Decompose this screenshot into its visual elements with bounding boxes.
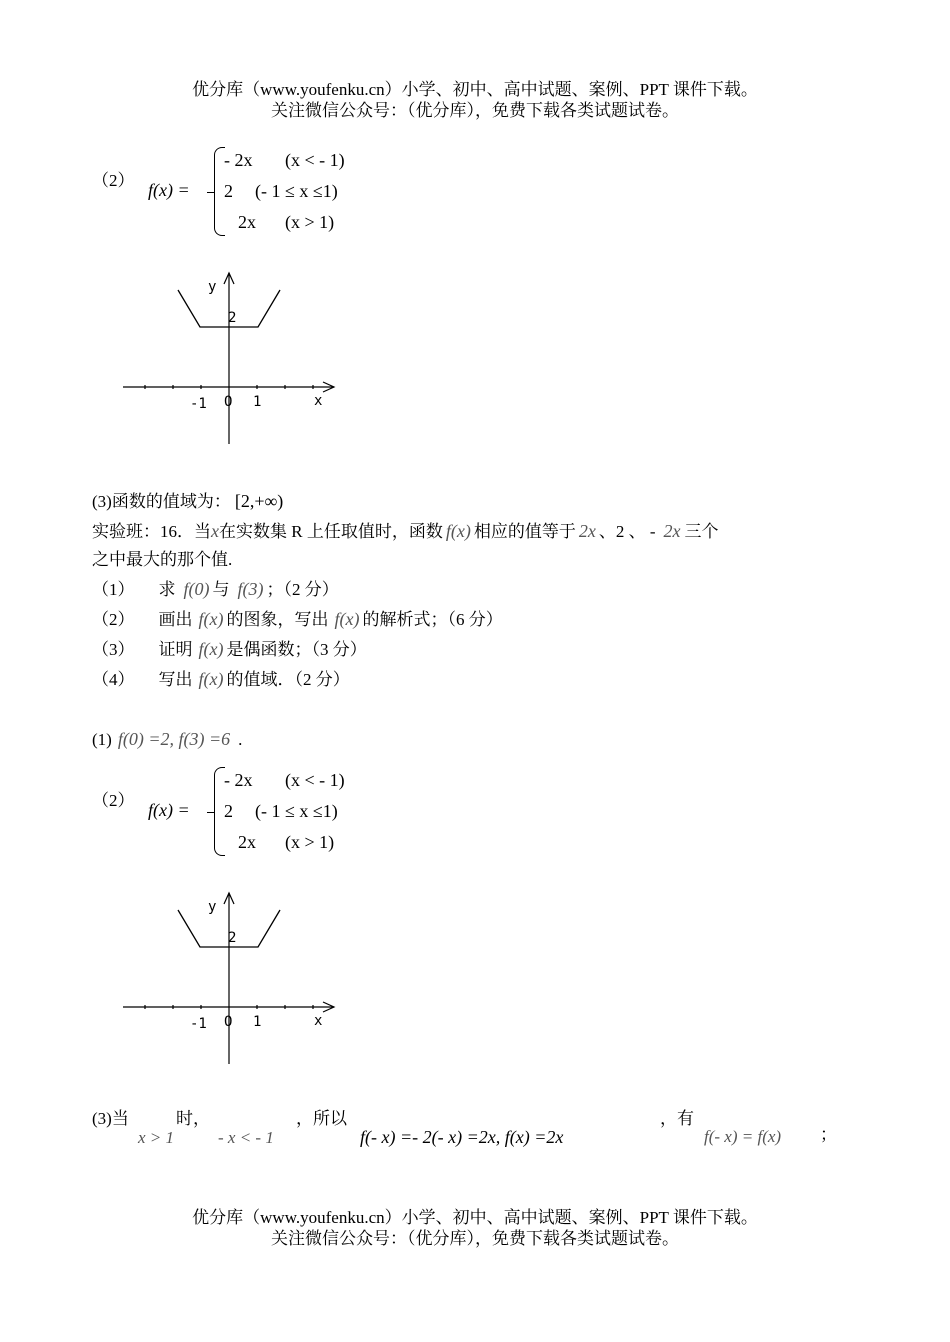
answer-3-label: (3)当: [92, 1109, 129, 1128]
piecewise-cond: (x < - 1): [285, 150, 345, 170]
question-item: （1） 求 f(0) 与 f(3) ；（2 分）: [92, 579, 339, 599]
tick-label-neg1: -1: [190, 1016, 207, 1032]
question-intro: 实验班：16．当x在实数集 R 上任取值时，函数 f(x) 相应的值等于 2x 、2 、 - 2x 三个: [92, 521, 719, 541]
tick-label-2: 2: [228, 930, 237, 946]
answer-3-cond-2: - x < - 1: [218, 1128, 274, 1147]
answer-3-shi: 时，: [176, 1109, 210, 1128]
piecewise-cond: (x > 1): [285, 832, 335, 852]
answer-3-semicolon: ；: [820, 1125, 837, 1144]
piecewise-lhs: f(x) =: [148, 180, 190, 200]
piecewise-row: 2x: [238, 832, 256, 852]
range-statement: (3)函数的值域为： [2,+∞): [92, 491, 284, 511]
y-axis-label: y: [208, 899, 217, 915]
function-graph: [118, 268, 343, 450]
piecewise-row: 2x: [238, 212, 256, 232]
piecewise-cond: (- 1 ≤ x ≤1): [255, 801, 338, 821]
function-graph: [118, 888, 343, 1070]
header-line-1: 优分库（www.youfenku.cn）小学、初中、高中试题、案例、PPT 课件下载。: [192, 80, 758, 99]
piecewise-cond: (- 1 ≤ x ≤1): [255, 181, 338, 201]
piecewise-row: - 2x: [224, 150, 253, 170]
part-2-label: （2）: [92, 171, 135, 190]
question-item: （4） 写出 f(x) 的值域．（2 分）: [92, 669, 350, 689]
x-axis-label: x: [314, 1013, 323, 1029]
x-axis-label: x: [314, 393, 323, 409]
tick-label-2: 2: [228, 310, 237, 326]
piecewise-row: 2: [224, 181, 233, 201]
answer-3-conclusion: f(- x) = f(x): [704, 1127, 782, 1146]
question-item: （3） 证明 f(x) 是偶函数；（3 分）: [92, 639, 367, 659]
part-2-label: （2）: [92, 791, 135, 810]
piecewise-lhs: f(x) =: [148, 800, 190, 820]
answer-3-suoyi: ，所以: [296, 1109, 347, 1128]
y-axis-label: y: [208, 279, 217, 295]
header-line-2: 关注微信公众号：（优分库），免费下载各类试题试卷。: [271, 101, 679, 120]
answer-1: (1) f(0) =2, f(3) =6 .: [92, 729, 243, 749]
tick-label-neg1: -1: [190, 396, 207, 412]
piecewise-cond: (x > 1): [285, 212, 335, 232]
question-intro-line-2: 之中最大的那个值.: [92, 550, 233, 569]
origin-label: O: [224, 1014, 233, 1030]
tick-label-1: 1: [253, 394, 262, 410]
answer-3-cond-1: x > 1: [138, 1128, 175, 1147]
piecewise-row: 2: [224, 801, 233, 821]
piecewise-cond: (x < - 1): [285, 770, 345, 790]
answer-3-expr: f(- x) =- 2(- x) =2x, f(x) =2x: [360, 1127, 564, 1147]
tick-label-1: 1: [253, 1014, 262, 1030]
origin-label: O: [224, 394, 233, 410]
answer-3-you: ，有: [660, 1109, 694, 1128]
piecewise-row: - 2x: [224, 770, 253, 790]
question-item: （2） 画出 f(x) 的图象，写出 f(x) 的解析式；（6 分）: [92, 609, 503, 629]
footer-line-2: 关注微信公众号：（优分库），免费下载各类试题试卷。: [271, 1229, 679, 1248]
footer-line-1: 优分库（www.youfenku.cn）小学、初中、高中试题、案例、PPT 课件下载。: [192, 1208, 758, 1227]
